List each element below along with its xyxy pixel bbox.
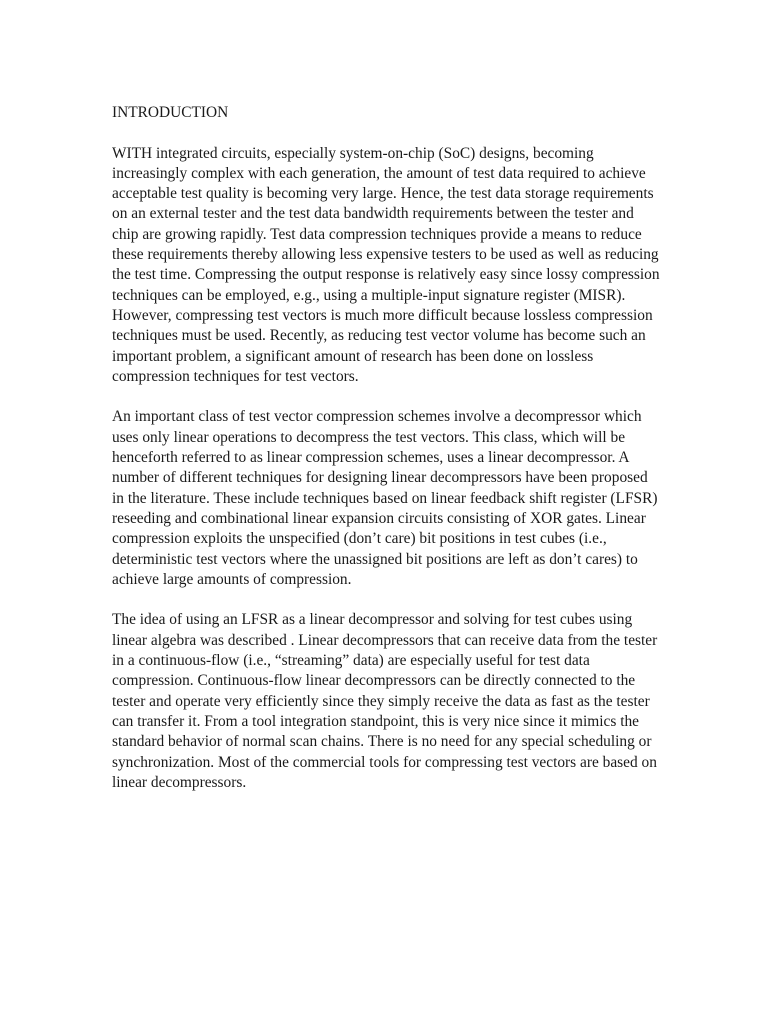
document-body	[112, 103, 660, 813]
paragraph-2: An important class of test vector compression schemes involve a decompressor which uses only linear operations to decompress the test vectors. This class, which will be henceforth referred to as linear compression schemes, uses a linear decompressor. A number of different techniques for designing linear decompressors have been proposed in the literature. These include techniques based on linear feedback shift register (LFSR) reseeding and combinational linear expansion circuits consisting of XOR gates. Linear compression exploits the unspecified (don’t care) bit positions in test cubes (i.e., deterministic test vectors where the unassigned bit positions are left as don’t cares) to achieve large amounts of compression.	[112, 408, 658, 588]
paragraph-1: WITH integrated circuits, especially system-on-chip (SoC) designs, becoming increasingly complex with each generation, the amount of test data required to achieve acceptable test quality is becoming very large. Hence, the test data storage requirements on an external tester and the test data bandwidth requirements between the tester and chip are growing rapidly. Test data compression techniques provide a means to reduce these requirements thereby allowing less expensive testers to be used as well as reducing the test time. Compressing the output response is relatively easy since lossy compression techniques can be employed, e.g., using a multiple-input signature register (MISR). However, compressing test vectors is much more difficult because lossless compression techniques must be used. Recently, as reducing test vector volume has become such an important problem, a significant amount of research has been done on lossless compression techniques for test vectors.	[112, 144, 660, 385]
section-heading: INTRODUCTION	[112, 104, 229, 121]
paragraph-3: The idea of using an LFSR as a linear decompressor and solving for test cubes using linear algebra was described . Linear decompressors that can receive data from the tester in a continuous-flow (i.e., “streaming” data) are especially useful for test data compression. Continuous-flow linear decompressors can be directly connected to the tester and operate very efficiently since they simply receive the data as fast as the tester can transfer it. From a tool integration standpoint, this is very nice since it mimics the standard behavior of normal scan chains. There is no need for any special scheduling or synchronization. Most of the commercial tools for compressing test vectors are based on linear decompressors.	[112, 611, 658, 791]
